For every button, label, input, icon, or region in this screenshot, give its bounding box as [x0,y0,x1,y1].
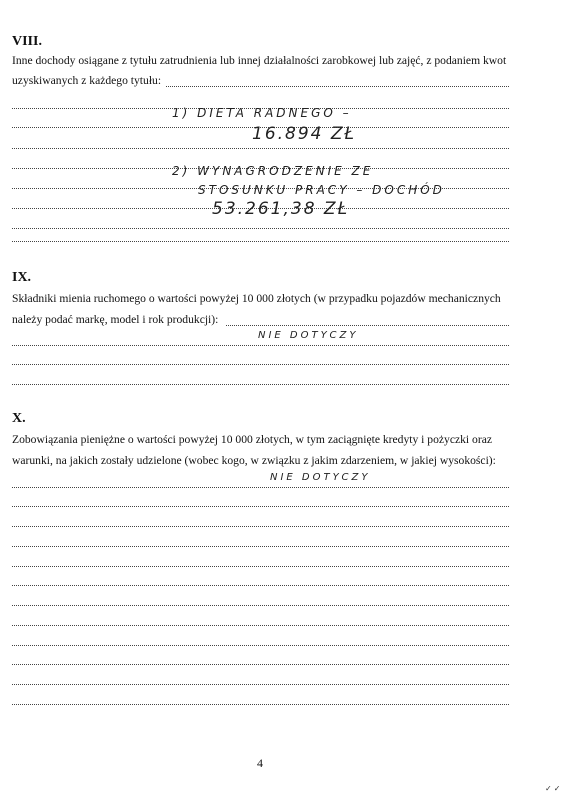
answer-line [12,684,509,685]
answer-line [12,704,509,705]
answer-line [12,487,509,488]
section-9-heading: IX. [12,270,32,285]
handwritten-not-applicable-9: NIE DOTYCZY [258,330,359,341]
section-8-text-line1: Inne dochody osiągane z tytułu zatrudnienia lub innej działalności zarobkowej lub zajęć, z podaniem kwot [12,54,507,67]
answer-line [12,546,509,547]
answer-line [12,664,509,665]
section-8-text-line2: uzyskiwanych z każdego tytułu: [12,74,162,87]
answer-line [12,148,509,149]
answer-line [12,228,509,229]
answer-line [226,325,509,326]
answer-line [12,526,509,527]
corner-mark: ✓ ✓ [545,784,561,793]
answer-line [166,86,509,87]
answer-line [12,566,509,567]
answer-line [12,625,509,626]
section-8-heading: VIII. [12,34,42,49]
answer-line [12,345,509,346]
handwritten-entry-2: 2) WYNAGRODZENIE ZE [172,164,374,178]
answer-line [12,384,509,385]
section-10-text-line2: warunki, na jakich zostały udzielone (wobec kogo, w związku z jakim zdarzeniem, w jakiej wysokości): [12,454,496,467]
handwritten-amount-1: 16.894 ZŁ [252,124,357,144]
handwritten-not-applicable-10: NIE DOTYCZY [270,472,371,483]
section-9-text-line1: Składniki mienia ruchomego o wartości powyżej 10 000 złotych (w przypadku pojazdów mechanicznych [12,292,501,305]
section-10-text-line1: Zobowiązania pieniężne o wartości powyżej 10 000 złotych, w tym zaciągnięte kredyty i pożyczki oraz [12,433,492,446]
answer-line [12,605,509,606]
page-number: 4 [257,756,263,770]
answer-line [12,241,509,242]
answer-line [12,645,509,646]
handwritten-entry-2-cont: STOSUNKU PRACY – DOCHÓD [198,183,445,197]
answer-line [12,585,509,586]
answer-line [12,506,509,507]
section-9-text-line2: należy podać markę, model i rok produkcji): [12,313,219,326]
answer-line [12,364,509,365]
handwritten-amount-2: 53.261,38 ZŁ [212,199,350,219]
handwritten-entry-1: 1) DIETA RADNEGO – [172,106,352,120]
section-10-heading: X. [12,411,26,426]
